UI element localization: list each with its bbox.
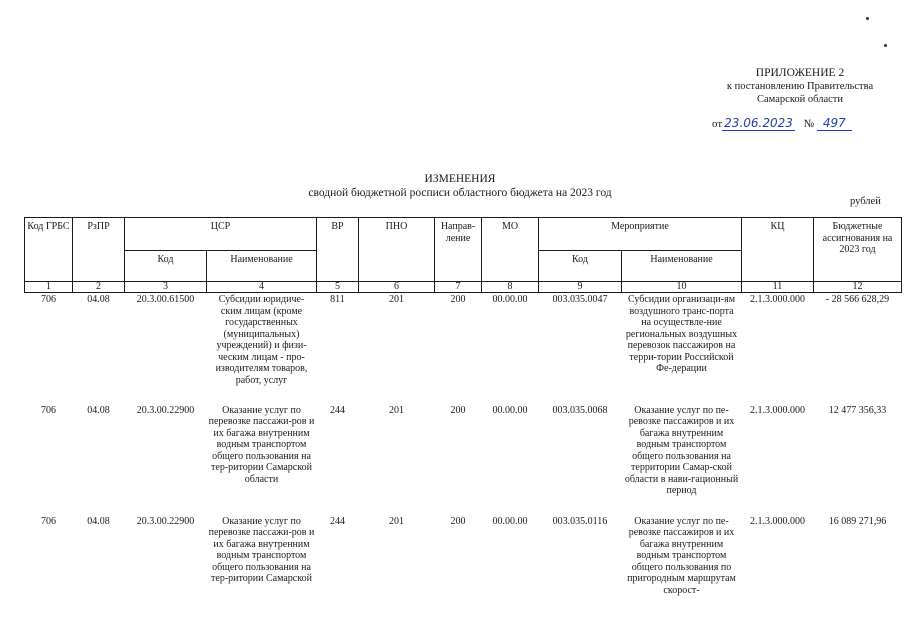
cell-kc: 2.1.3.000.000 bbox=[750, 294, 805, 305]
cell-kc: 2.1.3.000.000 bbox=[750, 515, 805, 527]
column-number: 12 bbox=[814, 282, 902, 293]
cell-grbs: 706 bbox=[41, 294, 56, 305]
cell-event-code: 003.035.0068 bbox=[552, 404, 608, 416]
cell-grbs: 706 bbox=[41, 515, 56, 527]
cell-pno: 201 bbox=[389, 294, 404, 305]
cell-mo: 00.00.00 bbox=[492, 404, 528, 416]
header-assignments: Бюджетные ассигнования на 2023 год bbox=[814, 218, 902, 282]
document-title-line: ИЗМЕНЕНИЯ bbox=[424, 173, 496, 185]
document-title bbox=[300, 172, 620, 200]
column-number: 7 bbox=[435, 282, 482, 293]
resolution-date-line bbox=[712, 116, 852, 130]
budget-changes-table bbox=[24, 217, 902, 605]
scan-speck bbox=[866, 17, 869, 20]
cell-csr-code: 20.3.00.22900 bbox=[136, 404, 195, 416]
cell-csr-code: 20.3.00.61500 bbox=[136, 294, 195, 305]
appendix-line: к постановлению Правительства bbox=[726, 81, 874, 92]
cell-mo: 00.00.00 bbox=[492, 294, 528, 305]
document-title-line: сводной бюджетной росписи областного бюджета на 2023 год bbox=[308, 187, 612, 199]
table-row bbox=[25, 515, 902, 605]
cell-event-name: Оказание услуг по пе-ревозке пассажиров и их багажа внутренним водным транспортом общего пользования на территории Самар-ской области в нави-гационный период bbox=[624, 404, 739, 496]
cell-direction: 200 bbox=[450, 294, 466, 305]
cell-grbs: 706 bbox=[41, 404, 56, 416]
column-number: 8 bbox=[482, 282, 539, 293]
cell-kc: 2.1.3.000.000 bbox=[750, 404, 805, 416]
resolution-date: 23.06.2023 bbox=[724, 116, 793, 130]
header-event: Мероприятие bbox=[539, 218, 742, 251]
appendix-line: Самарской области bbox=[757, 94, 843, 105]
cell-event-code: 003.035.0116 bbox=[552, 515, 608, 527]
units-label: рублей bbox=[850, 196, 881, 207]
cell-pno: 201 bbox=[389, 515, 404, 527]
cell-amount: 12 477 356,33 bbox=[828, 404, 887, 416]
date-prefix: от bbox=[712, 118, 723, 130]
cell-csr-name: Оказание услуг по перевозке пассажи-ров и их багажа внутренним водным транспортом общего пользования на тер-ритории Самарской bbox=[208, 515, 315, 584]
header-mo: МО bbox=[482, 218, 539, 282]
cell-amount: 16 089 271,96 bbox=[828, 515, 887, 527]
cell-vr: 811 bbox=[330, 294, 345, 305]
header-csr-name: Наименование bbox=[207, 251, 317, 282]
cell-csr-name: Оказание услуг по перевозке пассажи-ров и их багажа внутренним водным транспортом общего пользования на тер-ритории Самарской области bbox=[208, 404, 315, 485]
column-number: 5 bbox=[317, 282, 359, 293]
cell-csr-code: 20.3.00.22900 bbox=[136, 515, 195, 527]
header-kc: КЦ bbox=[742, 218, 814, 282]
cell-event-name: Оказание услуг по пе-ревозке пассажиров и их багажа внутренним водным транспортом общего пользования по пригородным маршрутам скорост- bbox=[627, 515, 736, 596]
cell-amount: - 28 566 628,29 bbox=[825, 294, 890, 305]
column-number: 4 bbox=[207, 282, 317, 293]
header-event-code: Код bbox=[539, 251, 622, 282]
header-direction: Направ-ление bbox=[435, 218, 482, 282]
header-event-name: Наименование bbox=[622, 251, 742, 282]
header-csr-code: Код bbox=[125, 251, 207, 282]
appendix-title: ПРИЛОЖЕНИЕ 2 bbox=[755, 67, 845, 79]
column-number: 10 bbox=[622, 282, 742, 293]
cell-vr: 244 bbox=[330, 515, 345, 527]
scan-speck bbox=[884, 44, 887, 47]
cell-csr-name: Субсидии юридиче-ским лицам (кроме государственных (муниципальных) учреждений) и физи-ческим лицам - про-изводителям товаров, работ, услуг bbox=[215, 294, 308, 386]
column-number: 9 bbox=[539, 282, 622, 293]
cell-rzpr: 04.08 bbox=[87, 404, 110, 416]
column-number: 6 bbox=[359, 282, 435, 293]
header-grbs: Код ГРБС bbox=[25, 218, 73, 282]
table-row bbox=[25, 404, 902, 515]
cell-vr: 244 bbox=[330, 404, 345, 416]
header-csr: ЦСР bbox=[125, 218, 317, 251]
column-number: 1 bbox=[25, 282, 73, 293]
cell-direction: 200 bbox=[450, 404, 466, 416]
number-prefix: № bbox=[803, 118, 815, 130]
resolution-number: 497 bbox=[817, 116, 852, 131]
column-number: 3 bbox=[125, 282, 207, 293]
cell-mo: 00.00.00 bbox=[492, 515, 528, 527]
header-rzpr: РзПР bbox=[73, 218, 125, 282]
column-number: 11 bbox=[742, 282, 814, 293]
cell-pno: 201 bbox=[389, 404, 404, 416]
cell-event-name: Субсидии организаци-ям воздушного транс-порта на осуществле-ние региональных воздушных перевозок пассажиров на терри-тории Российской Фе-дерации bbox=[625, 294, 738, 374]
cell-rzpr: 04.08 bbox=[87, 515, 110, 527]
header-pno: ПНО bbox=[359, 218, 435, 282]
table-row bbox=[25, 293, 902, 404]
cell-direction: 200 bbox=[450, 515, 466, 527]
cell-rzpr: 04.08 bbox=[87, 294, 110, 305]
header-vr: ВР bbox=[317, 218, 359, 282]
appendix-block bbox=[700, 66, 900, 106]
column-number: 2 bbox=[73, 282, 125, 293]
cell-event-code: 003.035.0047 bbox=[552, 294, 608, 305]
